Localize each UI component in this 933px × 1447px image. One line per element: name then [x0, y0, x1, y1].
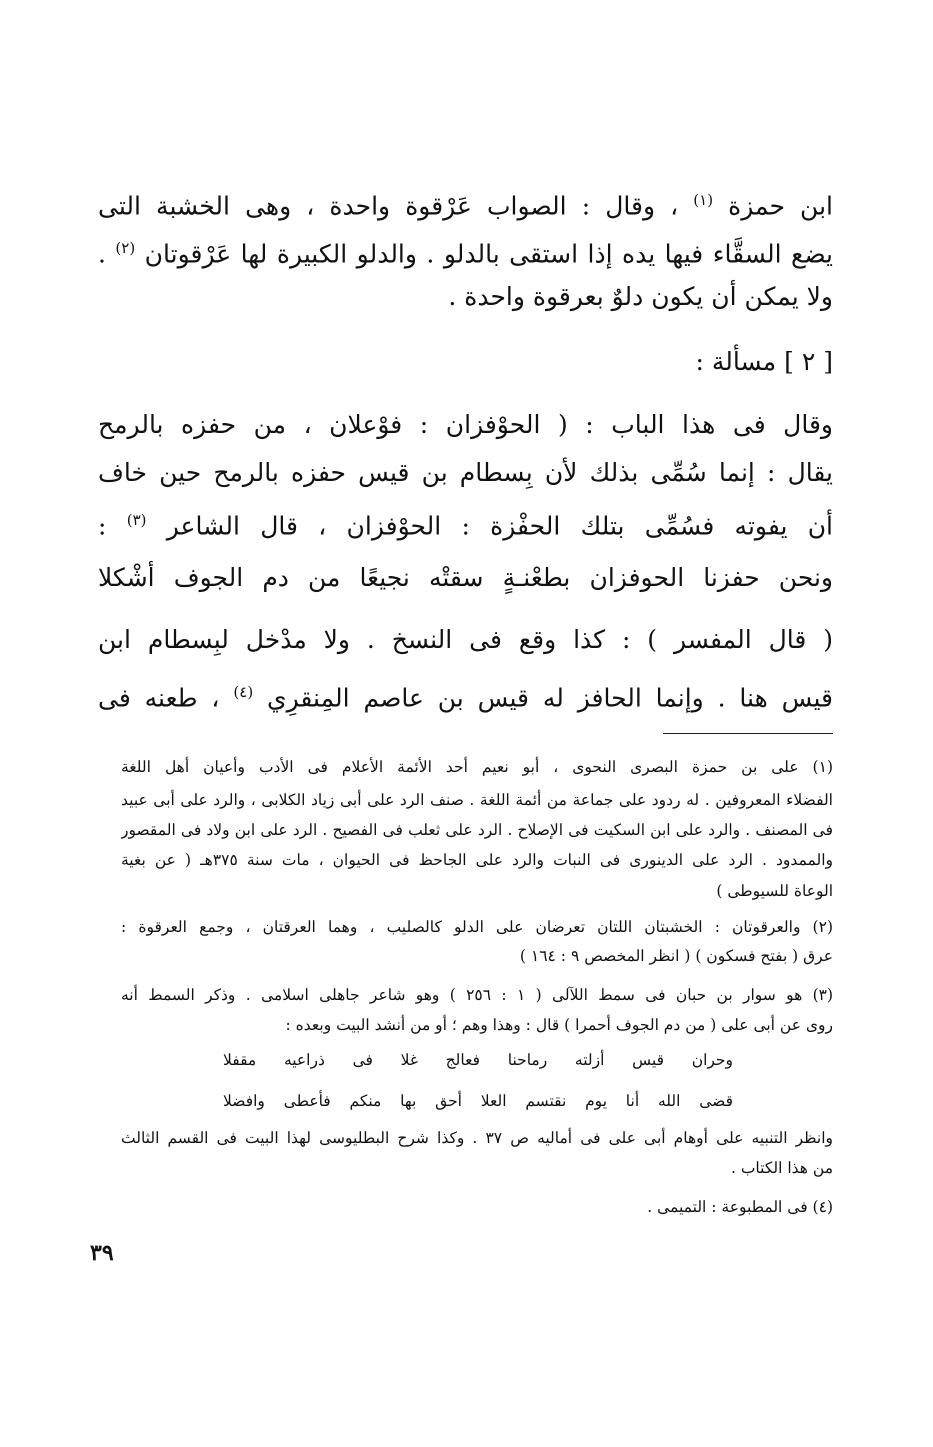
footnote-verse — [223, 1088, 733, 1118]
footnote-line — [121, 817, 833, 847]
text-span: : — [98, 511, 107, 541]
footnote-reference: (٤) — [233, 683, 254, 701]
footnote-text: والممدود . الرد على الدينورى فى النبات والرد على الجاحظ فى الحيوان ، مات سنة ٣٧٥هـ ( عن بغية — [121, 851, 833, 869]
section-heading — [98, 342, 833, 386]
footnote-line — [121, 1194, 833, 1224]
text-line — [98, 180, 833, 224]
heading-text: [ ٢ ] مسألة : — [695, 347, 833, 376]
text-line — [98, 672, 833, 716]
text-span: ، طعنه فى — [98, 683, 220, 713]
text-line — [98, 500, 833, 544]
footnote-text: روى عن أبى على ( من دم الجوف أحمرا ) قال : وهذا وهم ؛ أو من أنشد البيت وبعده : — [285, 1016, 833, 1034]
page-number: ٣٩ — [90, 1240, 114, 1266]
footnote-line — [121, 754, 833, 784]
footnote-line — [121, 878, 833, 908]
text-span: ولا يمكن أن يكون دلوٌ بعرقوة واحدة . — [448, 282, 833, 311]
footnote-line — [121, 1125, 833, 1155]
text-line — [98, 620, 833, 664]
footnote-line — [121, 1155, 833, 1185]
text-span: . — [98, 239, 106, 269]
footnote-text: (١) على بن حمزة البصرى النحوى ، أبو نعيم أحد الأئمة الأعلام فى الأدب وأعيان أهل اللغة — [121, 758, 833, 776]
text-span: يضع السقَّاء فيها يده إذا استقى بالدلو . والدلو الكبيرة لها عَرْقوتان — [144, 239, 833, 269]
footnote-reference: (١) — [693, 191, 714, 209]
footnote-reference: (٢) — [115, 239, 136, 257]
footnote-text: (٢) والعرقوتان : الخشبتان اللتان تعرضان على الدلو كالصليب ، وهما العرقتان ، وجمع العرقوة : — [121, 918, 833, 936]
text-line — [98, 405, 833, 449]
footnote-text: الفضلاء المعروفين . له ردود على جماعة من أئمة اللغة . صنف الرد على أبى زياد الكلابى ، والرد على أبى عبيد — [121, 791, 833, 809]
text-span: قيس هنا . وإنما الحافز له قيس بن عاصم المِنقرِي — [267, 683, 833, 713]
text-span: يقال : إنما سُمِّى بذلك لأن بِسطام بن قيس حفزه بالرمح حين خاف — [98, 458, 833, 487]
footnote-divider — [663, 733, 833, 734]
footnote-text: الوعاة للسيوطى ) — [716, 882, 833, 900]
text-line — [98, 277, 833, 321]
text-span: أن يفوته فسُمِّى بتلك الحفْزة : الحوْفزان ، قال الشاعر — [166, 511, 833, 541]
footnote-text: (٤) فى المطبوعة : التميمى . — [647, 1198, 833, 1216]
verse-text: وحران قيس أزلته رماحنا فعالج غلا فى ذراعيه مقفلا — [223, 1051, 733, 1069]
footnote-line — [121, 847, 833, 877]
footnote-line — [121, 943, 833, 973]
text-span: ، وقال : الصواب عَرْقوة واحدة ، وهى الخشبة التى — [98, 191, 679, 221]
verse-text: قضى الله أنا يوم نقتسم العلا أحق بها منكم فأعطى وافضلا — [223, 1092, 733, 1110]
text-line — [98, 228, 833, 272]
footnote-text: فى المصنف . والرد على ابن السكيت فى الإصلاح . الرد على ثعلب فى الفصيح . الرد على ابن ولاد فى المقصور — [121, 821, 833, 839]
footnote-line — [121, 787, 833, 817]
poetry-verse — [98, 558, 833, 602]
footnote-text: وانظر التنبيه على أوهام أبى على فى أماليه ص ٣٧ . وكذا شرح البطليوسى لهذا البيت فى القسم الثالث — [121, 1129, 833, 1147]
verse-text: ونحن حفزنا الحوفزان بطعْنـةٍ سقتْه نجيعًا من دم الجوف أشْكلا — [98, 563, 833, 592]
text-span: وقال فى هذا الباب : ( الحوْفزان : فوْعلان ، من حفزه بالرمح — [98, 410, 833, 439]
footnote-line — [121, 914, 833, 944]
footnote-text: عرق ( بفتح فسكون ) ( انظر المخصص ٩ : ١٦٤ ) — [519, 947, 833, 965]
text-span: ( قال المفسر ) : كذا وقع فى النسخ . ولا مدْخل لبِسطام ابن — [98, 625, 833, 654]
footnote-line — [121, 982, 833, 1012]
footnote-text: (٣) هو سوار بن حبان فى سمط اللآلى ( ١ : ٢٥٦ ) وهو شاعر جاهلى اسلامى . وذكر السمط أنه — [121, 986, 833, 1004]
footnote-reference: (٣) — [126, 511, 147, 529]
footnote-line — [121, 1012, 833, 1042]
text-span: ابن حمزة — [728, 191, 833, 221]
footnote-text: من هذا الكتاب . — [730, 1159, 833, 1177]
text-line — [98, 453, 833, 497]
footnote-verse — [223, 1047, 733, 1077]
